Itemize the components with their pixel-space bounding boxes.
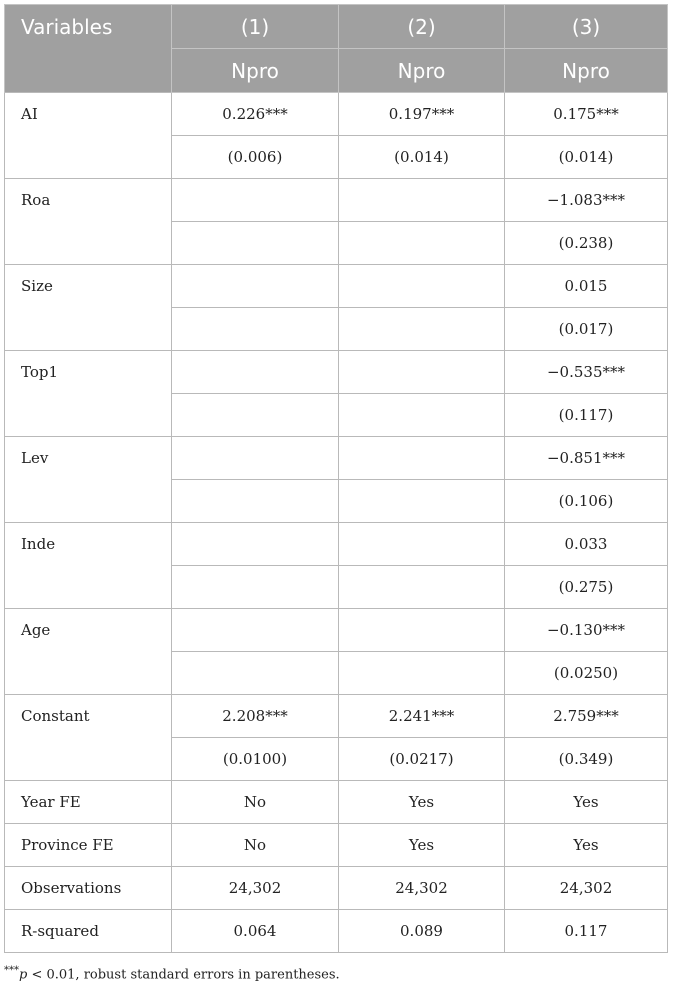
header-empty-cell (5, 49, 172, 93)
row-label-empty (5, 308, 172, 351)
table-row-coefficient (5, 179, 668, 222)
se-cell: (0.117) (505, 394, 668, 437)
stat-cell: 0.089 (339, 910, 505, 953)
table-row-statistic (5, 910, 668, 953)
table-row-coefficient (5, 609, 668, 652)
row-label: Top1 (5, 351, 172, 394)
row-label: Constant (5, 695, 172, 738)
coef-cell (339, 437, 505, 480)
stat-cell: 24,302 (505, 867, 668, 910)
coef-cell (172, 351, 339, 394)
coef-cell (172, 179, 339, 222)
se-cell (172, 308, 339, 351)
coef-cell: 0.197*** (339, 93, 505, 136)
table-row-coefficient (5, 265, 668, 308)
coef-cell (339, 265, 505, 308)
se-cell: (0.349) (505, 738, 668, 781)
column-header-2: (2) (339, 5, 505, 49)
row-label-empty (5, 652, 172, 695)
table-row-coefficient (5, 437, 668, 480)
row-label: Roa (5, 179, 172, 222)
se-cell: (0.0250) (505, 652, 668, 695)
stat-cell: No (172, 824, 339, 867)
coef-cell: 0.015 (505, 265, 668, 308)
row-label-empty (5, 394, 172, 437)
coef-cell: −0.851*** (505, 437, 668, 480)
table-row-standard-error (5, 738, 668, 781)
se-cell (339, 394, 505, 437)
table-row-standard-error (5, 308, 668, 351)
row-label: Lev (5, 437, 172, 480)
coef-cell (339, 351, 505, 394)
se-cell: (0.014) (505, 136, 668, 179)
coef-cell: −1.083*** (505, 179, 668, 222)
se-cell (172, 566, 339, 609)
coef-cell: 2.759*** (505, 695, 668, 738)
table-row-statistic (5, 867, 668, 910)
coef-cell (339, 523, 505, 566)
row-label-empty (5, 136, 172, 179)
stat-cell: 0.064 (172, 910, 339, 953)
row-label-empty (5, 566, 172, 609)
table-row-coefficient (5, 695, 668, 738)
stat-cell: No (172, 781, 339, 824)
row-label-empty (5, 738, 172, 781)
stat-cell: Yes (505, 781, 668, 824)
row-label: Age (5, 609, 172, 652)
se-cell: (0.238) (505, 222, 668, 265)
table-row-coefficient (5, 351, 668, 394)
regression-table (4, 4, 668, 953)
row-label: AI (5, 93, 172, 136)
coef-cell: 0.226*** (172, 93, 339, 136)
header-row-dependent-variable (5, 49, 668, 93)
se-cell: (0.017) (505, 308, 668, 351)
se-cell: (0.014) (339, 136, 505, 179)
stat-cell: Yes (339, 781, 505, 824)
table-row-coefficient (5, 523, 668, 566)
se-cell: (0.275) (505, 566, 668, 609)
row-label: Size (5, 265, 172, 308)
coef-cell (172, 265, 339, 308)
regression-table-container (4, 4, 667, 982)
column-header-3: (3) (505, 5, 668, 49)
row-label-empty (5, 480, 172, 523)
row-label: Inde (5, 523, 172, 566)
table-row-standard-error (5, 222, 668, 265)
dep-var-header-2: Npro (339, 49, 505, 93)
stat-cell: Yes (339, 824, 505, 867)
coef-cell: −0.130*** (505, 609, 668, 652)
footnote-p-symbol: p (19, 967, 28, 983)
se-cell (339, 308, 505, 351)
stat-label: R-squared (5, 910, 172, 953)
table-body (5, 93, 668, 953)
coef-cell (339, 609, 505, 652)
se-cell: (0.006) (172, 136, 339, 179)
coef-cell: 0.033 (505, 523, 668, 566)
stat-label: Province FE (5, 824, 172, 867)
table-row-statistic (5, 824, 668, 867)
se-cell: (0.0217) (339, 738, 505, 781)
column-header-1: (1) (172, 5, 339, 49)
se-cell (172, 394, 339, 437)
stat-cell: 24,302 (339, 867, 505, 910)
variables-header: Variables (5, 5, 172, 49)
se-cell (339, 222, 505, 265)
dep-var-header-1: Npro (172, 49, 339, 93)
coef-cell: 0.175*** (505, 93, 668, 136)
table-footnote (4, 965, 667, 982)
table-row-standard-error (5, 652, 668, 695)
se-cell (172, 652, 339, 695)
table-row-standard-error (5, 480, 668, 523)
table-row-standard-error (5, 394, 668, 437)
coef-cell: 2.241*** (339, 695, 505, 738)
coef-cell (172, 523, 339, 566)
footnote-stars: *** (4, 965, 19, 976)
se-cell (172, 480, 339, 523)
coef-cell (172, 609, 339, 652)
coef-cell: −0.535*** (505, 351, 668, 394)
table-row-standard-error (5, 566, 668, 609)
footnote-text: < 0.01, robust standard errors in parentheses. (27, 967, 340, 983)
se-cell: (0.106) (505, 480, 668, 523)
stat-cell: 24,302 (172, 867, 339, 910)
se-cell (172, 222, 339, 265)
coef-cell (339, 179, 505, 222)
header-row-columns (5, 5, 668, 49)
stat-cell: 0.117 (505, 910, 668, 953)
coef-cell: 2.208*** (172, 695, 339, 738)
coef-cell (172, 437, 339, 480)
stat-label: Observations (5, 867, 172, 910)
table-row-coefficient (5, 93, 668, 136)
se-cell: (0.0100) (172, 738, 339, 781)
row-label-empty (5, 222, 172, 265)
table-row-statistic (5, 781, 668, 824)
table-row-standard-error (5, 136, 668, 179)
se-cell (339, 652, 505, 695)
se-cell (339, 566, 505, 609)
stat-label: Year FE (5, 781, 172, 824)
se-cell (339, 480, 505, 523)
stat-cell: Yes (505, 824, 668, 867)
dep-var-header-3: Npro (505, 49, 668, 93)
table-header (5, 5, 668, 93)
